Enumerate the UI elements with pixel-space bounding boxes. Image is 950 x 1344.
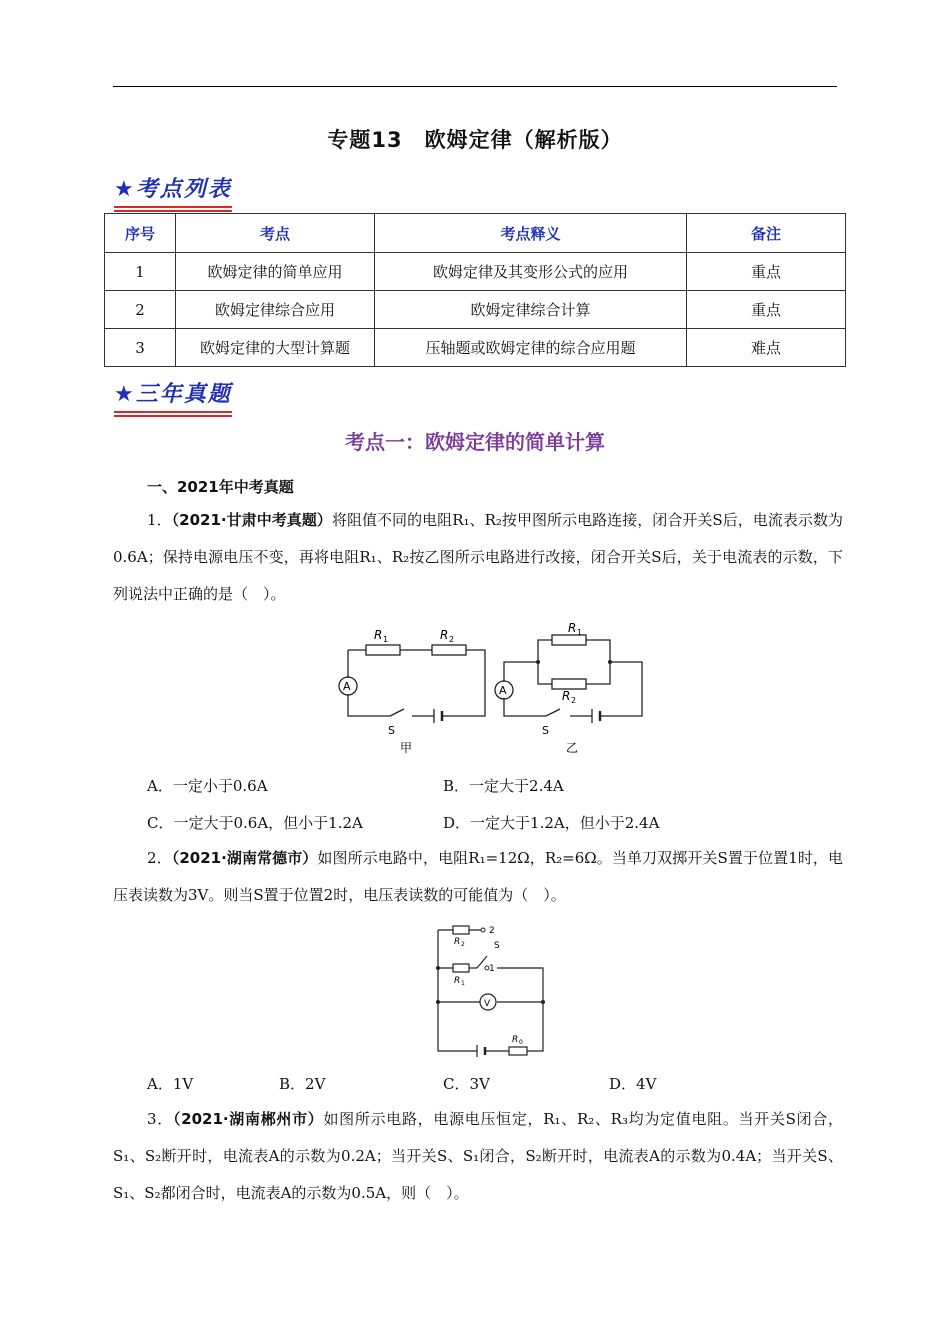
question-1 [113,502,843,613]
switch-left [390,709,404,716]
figure-caption-right: 乙 [566,741,579,755]
question-source: （2021·湖南郴州市） [172,1110,324,1128]
switch-label: S [388,724,395,737]
r2-label: R [440,628,449,642]
question-number: 2． [147,849,172,867]
resistor-r2-left [432,645,466,655]
r1-label: R [454,976,461,986]
resistor-r1 [453,964,469,972]
section-heading-text: ★考点列表 [114,177,232,202]
question-source: （2021·甘肃中考真题） [171,511,332,529]
cell-index: 3 [105,329,176,367]
section-heading-list [114,172,232,203]
voltmeter-label: V [484,999,491,1009]
option-b: B．一定大于2.4A [443,777,564,795]
question-text: 如图所示电路中，电阻R₁=12Ω，R₂=6Ω。当单刀双掷开关S置于位置1时，电压表读数为3V。则当S置于位置2时，电压表读数的可能值为（ ）。 [113,849,844,904]
r1-label: R [374,628,383,642]
question-3 [113,1101,843,1212]
page-title: 专题13 欧姆定律（解析版） [327,128,623,152]
r1-label: R [568,621,577,635]
cell-explain: 欧姆定律综合计算 [375,291,687,329]
r2-sub: 2 [461,941,465,948]
switch-label: S [494,941,500,951]
option-c: C．3V [443,1075,490,1093]
r2-sub: 2 [449,635,455,644]
header-rule [113,86,837,87]
switch-right [546,709,560,716]
question-text: 如图所示电路，电源电压恒定，R₁、R₂、R₃均为定值电阻。当开关S闭合，S₁、S₂断开时，电流表A的示数为0.2A；当开关S、S₁闭合，S₂断开时，电流表A的示数为0.4A；当开关S、S₁、S₂都闭合时，电流表A的示数为0.5A，则（ ）。 [113,1110,844,1202]
question-number: 3． [147,1110,173,1128]
r1-sub: 1 [383,635,389,644]
r2-sub: 2 [571,696,577,705]
ammeter-label: A [343,680,351,693]
cell-note: 重点 [687,253,846,291]
cell-topic: 欧姆定律的大型计算题 [176,329,375,367]
header-explain: 考点释义 [375,214,687,253]
resistor-r2-right [552,679,586,689]
section-heading-text: ★三年真题 [114,382,232,407]
table-header-row [105,214,846,253]
cell-explain: 欧姆定律及其变形公式的应用 [375,253,687,291]
table-row [105,253,846,291]
position-2-label: 2 [489,926,495,936]
cell-topic: 欧姆定律的简单应用 [176,253,375,291]
r2-label: R [454,937,461,947]
topics-table [104,213,846,367]
ammeter-label: A [499,684,507,697]
r2-label: R [562,689,571,703]
resistor-r2 [453,926,469,934]
option-d: D．4V [609,1075,657,1093]
header-note: 备注 [687,214,846,253]
subsection-heading: 一、2021年中考真题 [147,478,294,496]
option-d: D．一定大于1.2A，但小于2.4A [443,814,660,832]
section-heading-exams [114,377,232,408]
topic-heading: 考点一：欧姆定律的简单计算 [345,430,605,454]
option-c: C．一定大于0.6A，但小于1.2A [147,814,363,832]
cell-topic: 欧姆定律综合应用 [176,291,375,329]
circuit-figure-q2 [425,918,560,1058]
option-a: A．一定小于0.6A [147,777,268,795]
header-index: 序号 [105,214,176,253]
cell-index: 2 [105,291,176,329]
cell-note: 难点 [687,329,846,367]
r1-sub: 1 [461,980,465,987]
resistor-r1-left [366,645,400,655]
position-1-label: 1 [489,964,495,974]
header-topic: 考点 [176,214,375,253]
question-2 [113,840,843,914]
cell-explain: 压轴题或欧姆定律的综合应用题 [375,329,687,367]
question-source: （2021·湖南常德市） [171,849,318,867]
circuit-figure-q1 [330,620,660,760]
r0-label: R [512,1035,519,1045]
resistor-r0 [509,1047,527,1055]
cell-note: 重点 [687,291,846,329]
question-number: 1． [147,511,172,529]
cell-index: 1 [105,253,176,291]
table-row [105,291,846,329]
switch-label: S [542,724,549,737]
option-a: A．1V [147,1075,194,1093]
r1-sub: 1 [577,628,583,637]
table-row [105,329,846,367]
figure-caption-left: 甲 [400,741,413,755]
question-text: 将阻值不同的电阻R₁、R₂按甲图所示电路连接，闭合开关S后，电流表示数为0.6A；保持电源电压不变，再将电阻R₁、R₂按乙图所示电路进行改接，闭合开关S后，关于电流表的示数，下列说法中正确的是（ ）。 [113,511,843,603]
option-b: B．2V [279,1075,326,1093]
r0-sub: 0 [519,1039,523,1046]
